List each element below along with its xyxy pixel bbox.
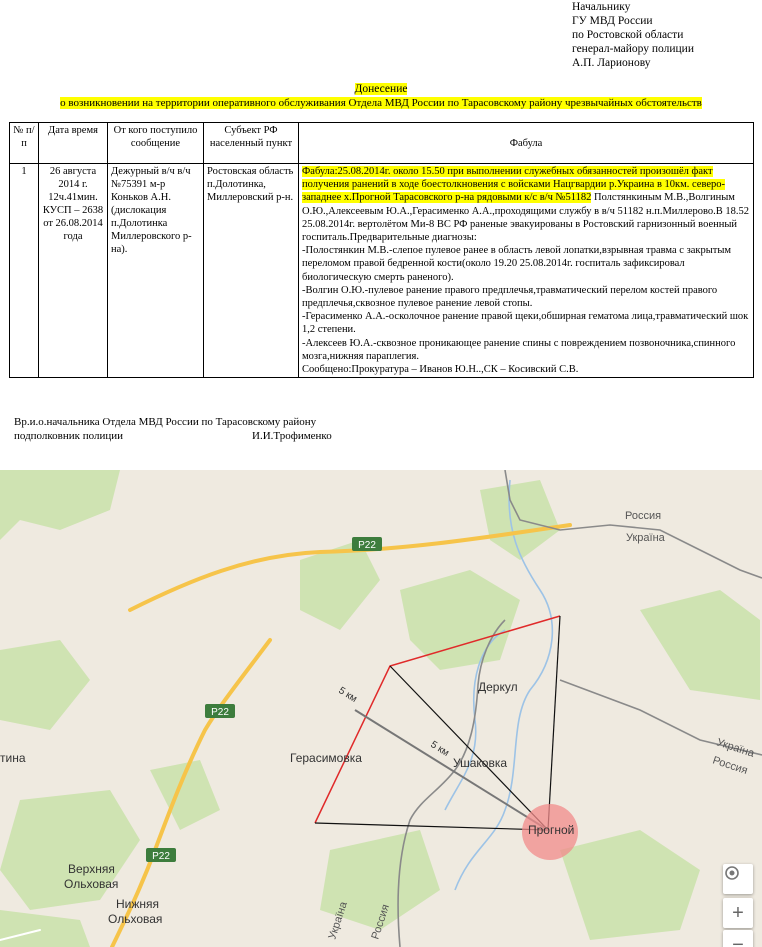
map-canvas[interactable] bbox=[0, 470, 762, 947]
country-label: Україна bbox=[715, 736, 756, 760]
header-place: Субъект РФ населенный пункт bbox=[204, 123, 299, 164]
target-icon[interactable] bbox=[723, 864, 753, 894]
map-view[interactable] bbox=[0, 470, 762, 947]
addressee-line: ГУ МВД России bbox=[572, 15, 653, 27]
place-label-tina: тина bbox=[0, 751, 26, 765]
addressee-line: по Ростовской области bbox=[572, 29, 684, 41]
diagnosis-line: -Полостянкин М.В.-слепое пулевое ранее в область левой лопатки,взрывная травма с закрытым переломом правой бедренной кости(около 19.20 25.08.2014г. госпиталь зафиксировал биологическую смерть раненого). bbox=[302, 245, 732, 283]
table-header-row bbox=[10, 123, 754, 164]
place-label-progrnoy: Прогной bbox=[528, 823, 575, 837]
signer-rank: подполковник полиции bbox=[14, 429, 124, 442]
sector-line-black bbox=[390, 666, 548, 830]
header-from: От кого поступило сообщение bbox=[108, 123, 204, 164]
country-label: Россия bbox=[369, 902, 393, 941]
header-date: Дата время bbox=[39, 123, 108, 164]
zoom-out-button[interactable]: − bbox=[723, 930, 753, 947]
distance-ruler bbox=[355, 710, 548, 830]
signer-position: Вр.и.о.начальника Отдела МВД России по Тарасовскому району bbox=[14, 416, 317, 428]
document-title: Донесение bbox=[354, 83, 408, 95]
road-shield-r22 bbox=[352, 537, 382, 551]
cell-date: 26 августа 2014 г. 12ч.41мин. КУСП – 2638 от 26.08.2014 года bbox=[39, 164, 108, 378]
notified-line: Сообщено:Прокуратура – Иванов Ю.Н..,СК – Косивский С.В. bbox=[302, 364, 579, 376]
sector-line-black bbox=[315, 823, 548, 830]
addressee-line: А.П. Ларионову bbox=[572, 57, 651, 69]
signature-block bbox=[14, 416, 332, 443]
document-subtitle: о возникновении на территории оперативного обслуживания Отдела МВД России по Тарасовскому району чрезвычайных обстоятельств bbox=[60, 97, 702, 109]
country-label: Россия bbox=[625, 510, 662, 522]
header-fabula: Фабула bbox=[299, 123, 754, 164]
road-shield-r22 bbox=[146, 848, 176, 862]
diagnosis-line: -Алексеев Ю.А.-сквозное проникающее ранение спины с повреждением позвоночника,спинного мозга,нижняя параплегия. bbox=[302, 337, 736, 362]
place-label-olhovaya: Ольховая bbox=[64, 877, 119, 891]
place-label-nizhnyaya: Нижняя bbox=[116, 897, 160, 911]
place-label-gerasimovka: Герасимовка bbox=[290, 751, 362, 765]
document-title-row bbox=[0, 82, 762, 96]
addressee-line: генерал-майору полиции bbox=[572, 43, 694, 55]
place-label-ushakovka: Ушаковка bbox=[453, 756, 508, 770]
country-label: Россия bbox=[711, 754, 750, 778]
fabula-highlight: Фабула:25.08.2014г. около 15.50 при выполнении служебных обязанностей произошёл факт получения ранений в ходе боестолкновения с войсками Нацгвардии р.Украина в 10км. северо-западнее х.Прогной Тарасовского р-на рядовыми к/с в/ч №51182 bbox=[302, 166, 726, 204]
road-label: P22 bbox=[152, 851, 170, 862]
distance-label: 5 км bbox=[428, 739, 451, 759]
cell-place: Ростовская область п.Долотинка, Миллеровский р-н. bbox=[204, 164, 299, 378]
cell-fabula bbox=[299, 164, 754, 378]
road-label: P22 bbox=[211, 707, 229, 718]
document-subtitle-row bbox=[0, 96, 762, 110]
addressee-line: Начальнику bbox=[572, 1, 631, 13]
header-num: № п/п bbox=[10, 123, 39, 164]
diagnosis-line: -Герасименко А.А.-осколочное ранение правой щеки,обширная гематома лица,травматический шок 1,2 степени. bbox=[302, 311, 749, 336]
table-row bbox=[10, 164, 754, 378]
addressee-block bbox=[572, 0, 694, 70]
place-label-olhovaya: Ольховая bbox=[108, 912, 163, 926]
report-document bbox=[0, 0, 762, 470]
country-label: Україна bbox=[626, 532, 665, 544]
zoom-in-button[interactable]: + bbox=[723, 898, 753, 928]
place-label-derkul: Деркул bbox=[478, 680, 518, 694]
signer-name: И.И.Трофименко bbox=[252, 429, 332, 442]
country-label: Україна bbox=[326, 900, 350, 941]
sector-line-black bbox=[548, 616, 560, 830]
fabula-text: Полстянкиным М.В.,Волгиным О.Ю.,Алексеевым Ю.А.,Герасименко А.А.,проходящими службу в в/ч 51182 н.п.Миллерово.В 18.52 25.08.2014г. вертолётом Ми-8 ВС РФ раненые эвакуированы в Ростовский гарнизонный военный госпиталь.Предварительные диагнозы: bbox=[302, 192, 750, 244]
road-label: P22 bbox=[358, 540, 376, 551]
diagnosis-line: -Волгин О.Ю.-пулевое ранение правого предплечья,травматический перелом костей правого предплечья,сквозное пулевое ранение левой стопы. bbox=[302, 284, 718, 310]
place-label-verhnyaya: Верхняя bbox=[68, 862, 115, 876]
road-shield-r22 bbox=[205, 704, 235, 718]
cell-num: 1 bbox=[10, 164, 39, 378]
cell-from: Дежурный в/ч в/ч №75391 м-р Коньков А.Н.(дислокация п.Долотинка Миллеровского р-на). bbox=[108, 164, 204, 378]
distance-label: 5 км bbox=[336, 685, 359, 705]
report-table bbox=[9, 122, 754, 378]
